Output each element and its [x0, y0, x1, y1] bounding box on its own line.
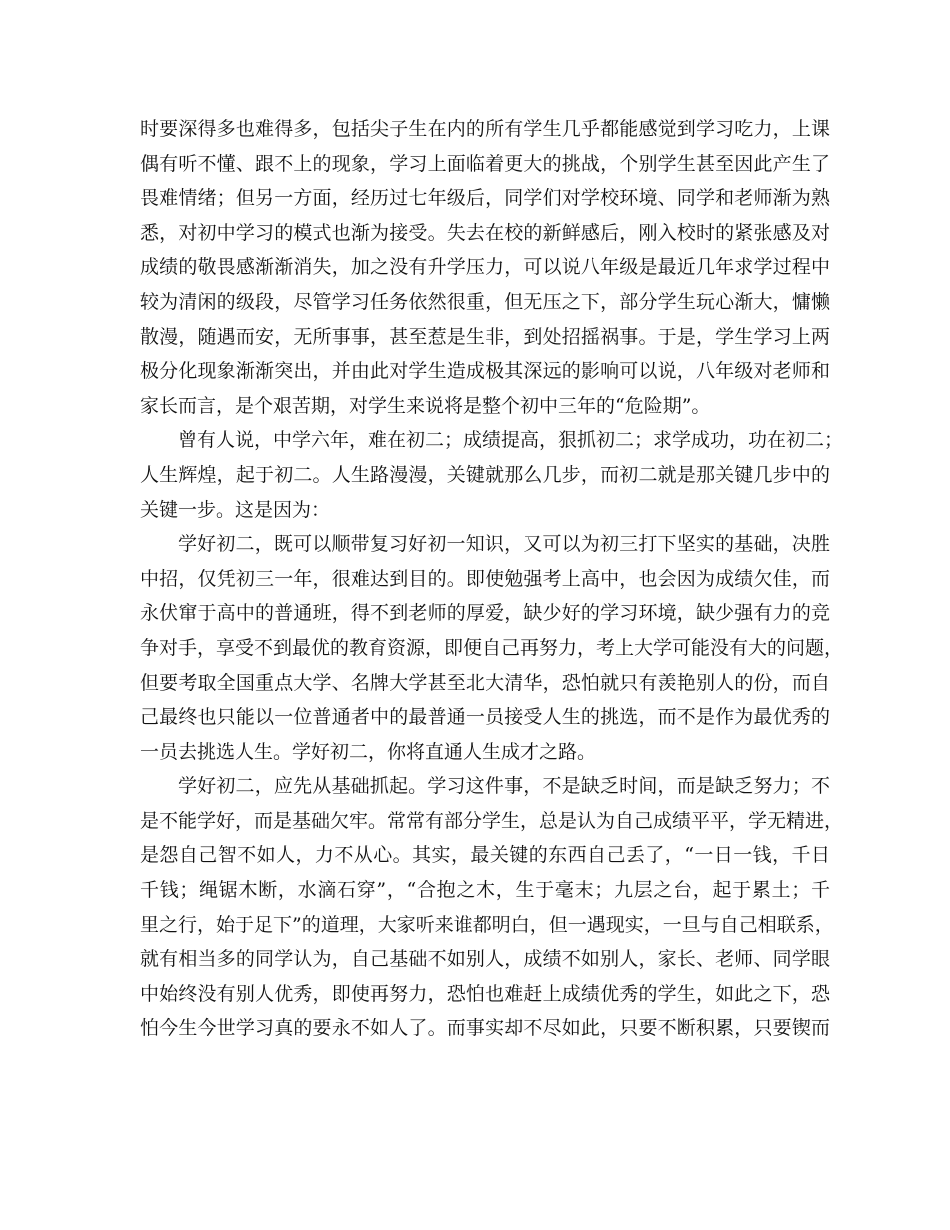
text-line: 己最终也只能以一位普通者中的最普通一员接受人生的挑选，而不是作为最优秀的 [140, 706, 830, 729]
text-line: 关键一步。这是因为： [140, 498, 331, 521]
text-line: 争对手，享受不到最优的教育资源，即便自己再努力，考上大学可能没有大的问题， [140, 636, 844, 659]
text-line: 人生辉煌，起于初二。人生路漫漫，关键就那么几步，而初二就是那关键几步中的 [140, 463, 830, 486]
text-line: 一员去挑选人生。学好初二，你将直通人生成才之路。 [140, 740, 597, 763]
text-line: 家长而言，是个艰苦期，对学生来说将是整个初中三年的“危险期”。 [140, 394, 711, 417]
paragraph-1 [140, 112, 830, 423]
text-line: 偶有听不懂、跟不上的现象，学习上面临着更大的挑战，个别学生甚至因此产生了 [140, 152, 830, 175]
text-line: 学好初二，既可以顺带复习好初一知识，又可以为初三打下坚实的基础，决胜 [178, 533, 830, 556]
text-line: 永伏窜于高中的普通班，得不到老师的厚爱，缺少好的学习环境，缺少强有力的竞 [140, 602, 830, 625]
text-line: 是不能学好，而是基础欠牢。常常有部分学生，总是认为自己成绩平平，学无精进， [140, 809, 844, 832]
text-line: 学好初二，应先从基础抓起。学习这件事，不是缺乏时间，而是缺乏努力；不 [178, 775, 830, 798]
text-line: 悉，对初中学习的模式也渐为接受。失去在校的新鲜感后，刚入校时的紧张感及对 [140, 221, 830, 244]
paragraph-3 [140, 527, 844, 769]
text-line: 极分化现象渐渐突出，并由此对学生造成极其深远的影响可以说，八年级对老师和 [140, 360, 830, 383]
text-line: 千钱；绳锯木断，水滴石穿”，“合抱之木，生于毫末；九层之台，起于累土；千 [140, 879, 830, 902]
document-body [140, 112, 844, 1046]
text-line: 散漫，随遇而安，无所事事，甚至惹是生非，到处招摇祸事。于是，学生学习上两 [140, 325, 830, 348]
paragraph-2 [140, 423, 844, 527]
text-line: 里之行，始于足下”的道理，大家听来谁都明白，但一遇现实，一旦与自己相联系， [140, 913, 834, 936]
paragraph-4 [140, 769, 844, 1046]
text-line: 较为清闲的级段，尽管学习任务依然很重，但无压之下，部分学生玩心渐大，慵懒 [140, 290, 830, 313]
text-line: 曾有人说，中学六年，难在初二；成绩提高，狠抓初二；求学成功，功在初二； [178, 429, 844, 452]
text-line: 是怨自己智不如人，力不从心。其实，最关键的东西自己丢了，“一日一钱，千日 [140, 844, 830, 867]
text-line: 中始终没有别人优秀，即使再努力，恐怕也难赶上成绩优秀的学生，如此之下，恐 [140, 982, 830, 1005]
text-line: 就有相当多的同学认为，自己基础不如别人，成绩不如别人，家长、老师、同学眼 [140, 948, 830, 971]
text-line: 怕今生今世学习真的要永不如人了。而事实却不尽如此，只要不断积累，只要锲而 [140, 1017, 830, 1040]
text-line: 时要深得多也难得多，包括尖子生在内的所有学生几乎都能感觉到学习吃力，上课 [140, 118, 830, 140]
text-line: 成绩的敬畏感渐渐消失，加之没有升学压力，可以说八年级是最近几年求学过程中 [140, 256, 830, 279]
text-line: 但要考取全国重点大学、名牌大学甚至北大清华，恐怕就只有羡艳别人的份，而自 [140, 671, 830, 694]
text-line: 中招，仅凭初三一年，很难达到目的。即使勉强考上高中，也会因为成绩欠佳，而 [140, 567, 830, 590]
text-line: 畏难情绪；但另一方面，经历过七年级后，同学们对学校环境、同学和老师渐为熟 [140, 187, 830, 210]
